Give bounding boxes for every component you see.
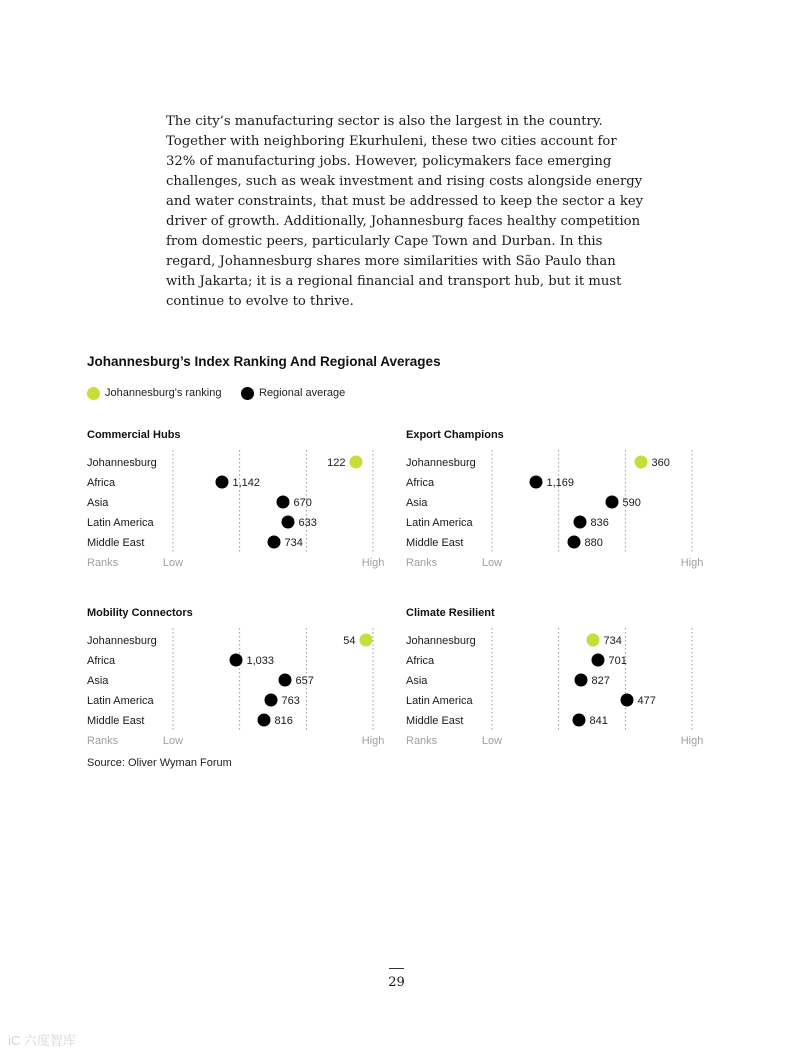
value-label: 477 [637, 695, 656, 707]
page-number-rule [389, 968, 404, 969]
row-label: Johannesburg [406, 635, 476, 647]
dot-regional [575, 674, 588, 687]
chart-title: Export Champions [406, 429, 504, 441]
value-label: 734 [603, 635, 622, 647]
source-note: Source: Oliver Wyman Forum [87, 757, 232, 769]
row-label: Latin America [87, 517, 154, 529]
dot-johannesburg [587, 634, 600, 647]
row-label: Asia [406, 497, 428, 509]
chart-climate-resilient-plot [406, 607, 706, 757]
row-label: Latin America [406, 517, 473, 529]
dot-regional [279, 674, 292, 687]
value-label: 701 [608, 655, 627, 667]
page-number: 29 [388, 975, 405, 990]
dot-regional [277, 496, 290, 509]
row-label: Africa [406, 655, 435, 667]
dot-regional [230, 654, 243, 667]
legend-label-johannesburg: Johannesburg's ranking [105, 387, 222, 399]
dot-johannesburg [360, 634, 373, 647]
value-label: 827 [591, 675, 610, 687]
row-label: Africa [87, 655, 116, 667]
figure-title: Johannesburg’s Index Ranking And Regional Averages [87, 354, 441, 369]
row-label: Latin America [87, 695, 154, 707]
dot-regional [568, 536, 581, 549]
row-label: Johannesburg [406, 457, 476, 469]
value-label: 54 [343, 635, 356, 647]
watermark: iC 六度智库 [8, 1033, 76, 1048]
value-label: 590 [622, 497, 641, 509]
value-label: 880 [584, 537, 603, 549]
dot-regional [265, 694, 278, 707]
value-label: 670 [293, 497, 312, 509]
value-label: 734 [284, 537, 303, 549]
dot-regional [216, 476, 229, 489]
chart-mobility-connectors-plot [87, 607, 387, 757]
legend-label-regional: Regional average [259, 387, 346, 399]
chart-title: Commercial Hubs [87, 429, 181, 441]
value-label: 1,033 [246, 655, 275, 667]
row-label: Asia [87, 675, 109, 687]
axis-label-low: Low [162, 735, 184, 747]
value-label: 816 [274, 715, 293, 727]
axis-label-high: High [680, 735, 704, 747]
dot-regional [268, 536, 281, 549]
value-label: 836 [590, 517, 609, 529]
chart-export-champions [406, 429, 706, 579]
row-label: Middle East [87, 537, 145, 549]
row-label: Middle East [406, 537, 464, 549]
dot-johannesburg [635, 456, 648, 469]
axis-label-ranks: Ranks [406, 735, 438, 747]
dot-regional [574, 516, 587, 529]
axis-label-high: High [361, 735, 385, 747]
dot-johannesburg [350, 456, 363, 469]
dot-regional [592, 654, 605, 667]
chart-commercial-hubs [87, 429, 387, 579]
dot-regional [282, 516, 295, 529]
value-label: 841 [589, 715, 608, 727]
chart-title: Mobility Connectors [87, 607, 193, 619]
row-label: Johannesburg [87, 457, 157, 469]
legend-dot-regional [241, 387, 254, 400]
body-paragraph: The city’s manufacturing sector is also the largest in the country. Together with neighboring Ekurhuleni, these two cities account for 32% of manufacturing jobs. However, policymakers face emerging challenges, such as weak investment and rising costs alongside energy and water constraints, that must be addressed to keep the sector a key driver of growth. Additionally, Johannesburg faces healthy competition from domestic peers, particularly Cape Town and Durban. In this regard, Johannesburg shares more similarities with São Paulo than with Jakarta; it is a regional financial and transport hub, but it must continue to evolve to thrive. [166, 114, 644, 309]
row-label: Asia [87, 497, 109, 509]
row-label: Africa [406, 477, 435, 489]
axis-label-ranks: Ranks [87, 557, 119, 569]
value-label: 122 [327, 457, 346, 469]
axis-label-ranks: Ranks [87, 735, 119, 747]
axis-label-low: Low [481, 735, 503, 747]
value-label: 360 [651, 457, 670, 469]
value-label: 763 [281, 695, 300, 707]
axis-label-low: Low [481, 557, 503, 569]
chart-export-champions-plot [406, 429, 706, 579]
chart-commercial-hubs-plot [87, 429, 387, 579]
chart-title: Climate Resilient [406, 607, 495, 619]
row-label: Asia [406, 675, 428, 687]
row-label: Middle East [87, 715, 145, 727]
row-label: Johannesburg [87, 635, 157, 647]
chart-climate-resilient [406, 607, 706, 757]
value-label: 1,169 [546, 477, 575, 489]
dot-regional [530, 476, 543, 489]
value-label: 657 [295, 675, 314, 687]
value-label: 1,142 [232, 477, 261, 489]
row-label: Latin America [406, 695, 473, 707]
dot-regional [573, 714, 586, 727]
axis-label-high: High [361, 557, 385, 569]
axis-label-high: High [680, 557, 704, 569]
axis-label-ranks: Ranks [406, 557, 438, 569]
dot-regional [606, 496, 619, 509]
dot-regional [258, 714, 271, 727]
legend-dot-johannesburg [87, 387, 100, 400]
dot-regional [621, 694, 634, 707]
chart-mobility-connectors [87, 607, 387, 757]
value-label: 633 [298, 517, 317, 529]
row-label: Middle East [406, 715, 464, 727]
row-label: Africa [87, 477, 116, 489]
axis-label-low: Low [162, 557, 184, 569]
